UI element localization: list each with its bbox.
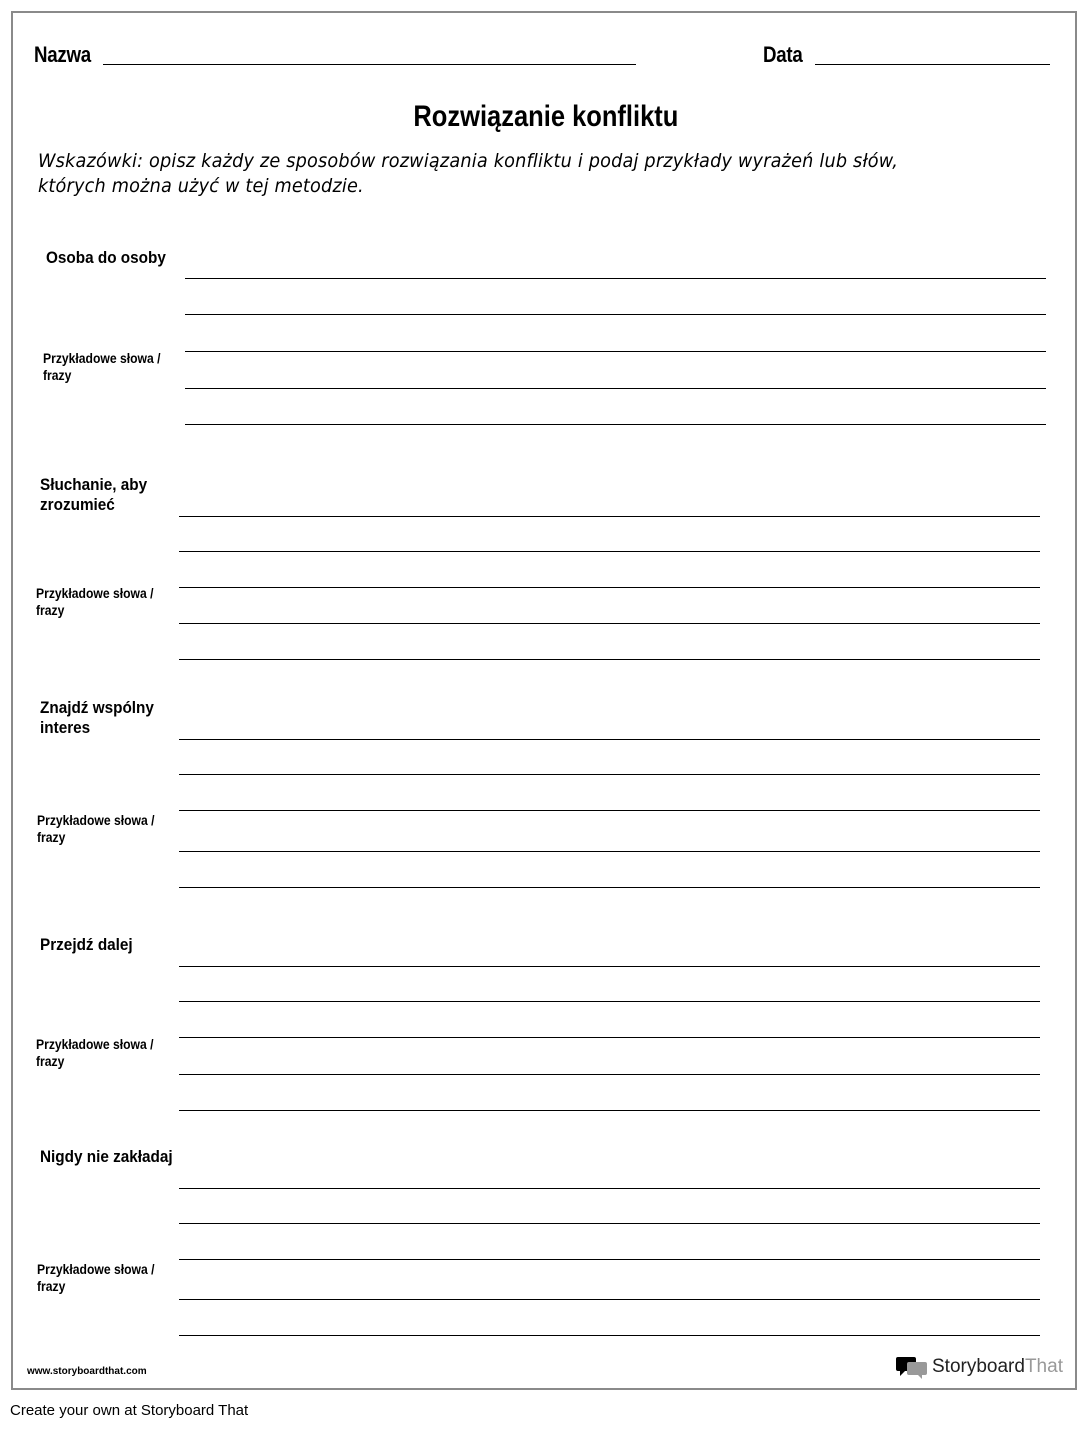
section-sub-label: Przykładowe słowa / frazy	[37, 813, 155, 845]
footer-url: www.storyboardthat.com	[27, 1366, 147, 1377]
storyboardthat-logo	[896, 1355, 1063, 1379]
section-label: Nigdy nie zakładaj	[40, 1147, 173, 1166]
section-sub-label: Przykładowe słowa / frazy	[37, 1262, 155, 1294]
instructions: Wskazówki: opisz każdy ze sposobów rozwiązania konfliktu i podaj przykłady wyrażeń lub słów, których można użyć w tej metodzie.	[38, 150, 899, 197]
section-sub-label: Przykładowe słowa / frazy	[36, 586, 154, 618]
speech-bubbles-icon	[896, 1355, 928, 1379]
create-your-own-link[interactable]: Create your own at Storyboard That	[10, 1402, 249, 1419]
logo-text-dark: Storyboard	[932, 1356, 1025, 1377]
section-sub-label: Przykładowe słowa / frazy	[36, 1037, 154, 1069]
date-label: Data	[763, 42, 803, 67]
page-title: Rozwiązanie konfliktu	[413, 100, 678, 133]
logo-text-light: That	[1024, 1356, 1063, 1377]
name-field[interactable]	[103, 64, 636, 65]
date-field[interactable]	[815, 64, 1050, 65]
section-sub-label: Przykładowe słowa / frazy	[43, 351, 161, 383]
section-label: Znajdź wspólny interes	[40, 698, 154, 737]
section-label: Słuchanie, aby zrozumieć	[40, 475, 148, 514]
name-label: Nazwa	[34, 42, 91, 67]
section-label: Osoba do osoby	[46, 248, 166, 267]
section-label: Przejdź dalej	[40, 935, 133, 954]
